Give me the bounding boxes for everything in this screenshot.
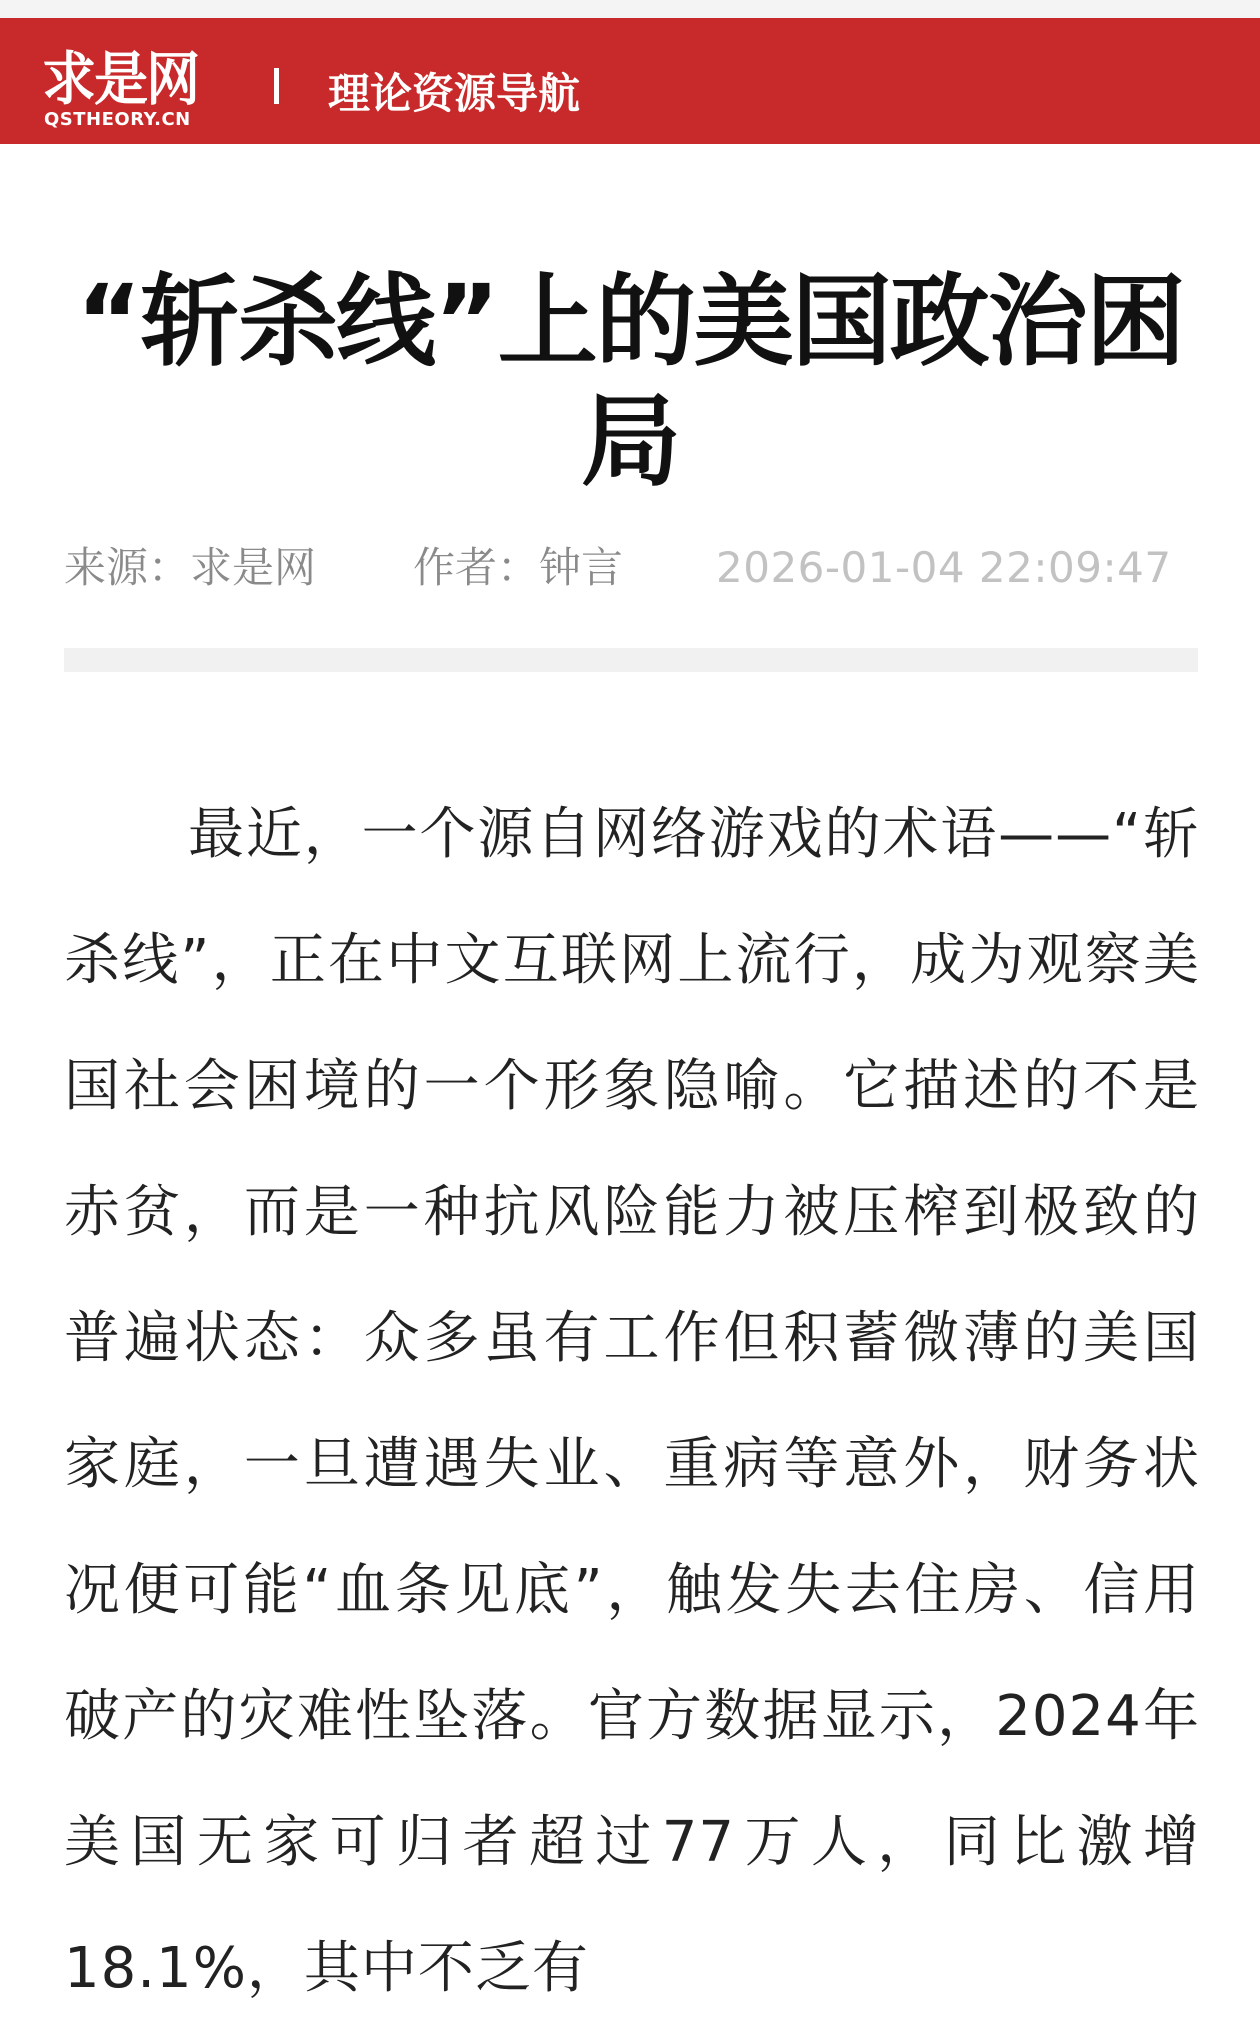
- header-divider: [274, 68, 279, 104]
- theory-resource-nav-link[interactable]: 理论资源导航: [328, 69, 581, 118]
- article-source: 来源：求是网: [64, 543, 317, 592]
- meta-separator: [64, 648, 1198, 672]
- article-datetime: 2026-01-04 22:09:47: [716, 543, 1172, 592]
- status-strip: [0, 0, 1260, 18]
- article-author: 作者：钟言: [413, 543, 624, 592]
- logo-text: 求是网: [42, 45, 199, 113]
- article-paragraph: 最近，一个源自网络游戏的术语——“斩杀线”，正在中文互联网上流行，成为观察美国社会困境的一个形象隐喻。它描述的不是赤贫，而是一种抗风险能力被压榨到极致的普遍状态：众多虽有工作但积蓄微薄的美国家庭，一旦遭遇失业、重病等意外，财务状况便可能“血条见底”，触发失去住房、信用破产的灾难性坠落。官方数据显示，2024年美国无家可归者超过77万人，同比激增18.1%，其中不乏有: [64, 802, 1200, 2001]
- logo-subtext: QSTHEORY.CN: [44, 109, 191, 130]
- site-header: [0, 18, 1260, 144]
- site-logo[interactable]: [42, 46, 242, 132]
- article-title: “斩杀线”上的美国政治困局: [76, 263, 1184, 500]
